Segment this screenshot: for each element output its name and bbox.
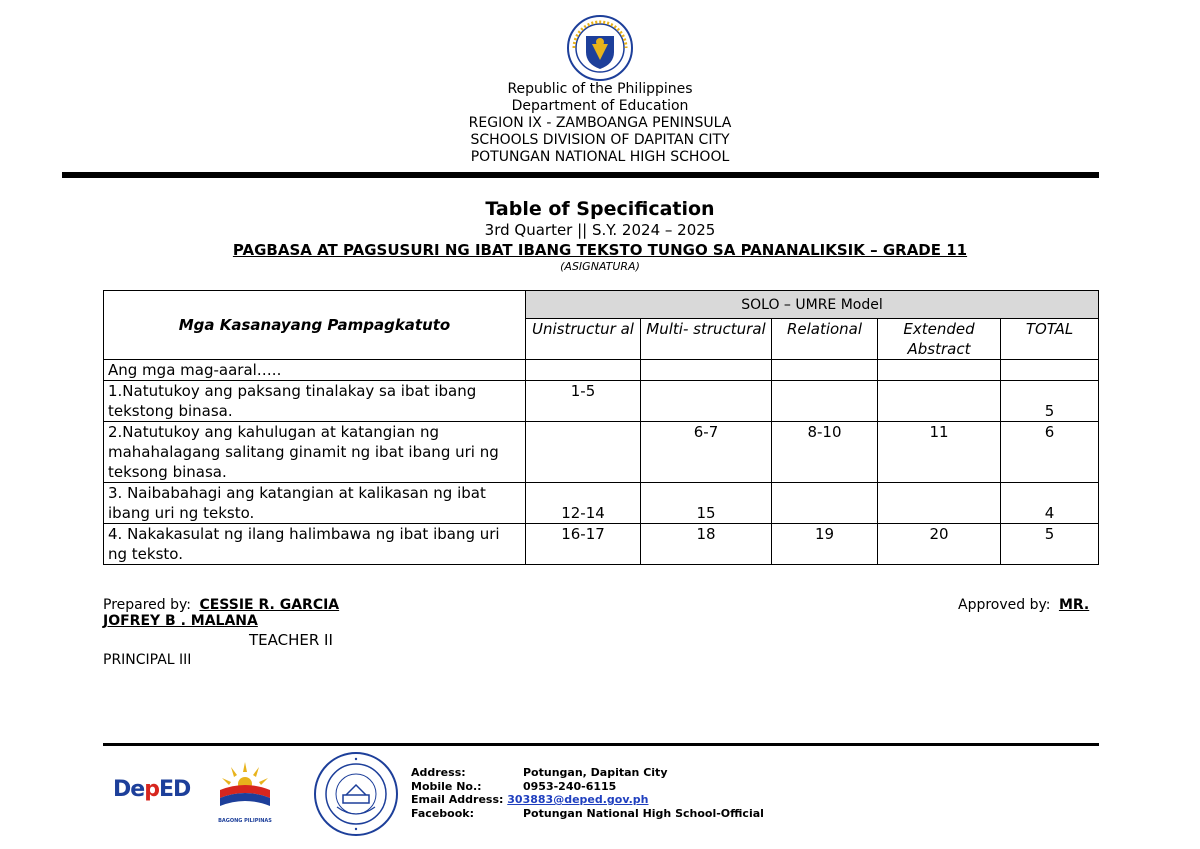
competency-header: Mga Kasanayang Pampagkatuto [104,291,526,360]
ext-cell [878,483,1001,524]
table-row [104,524,1099,565]
email-line [411,793,764,807]
ext-cell [878,381,1001,422]
uni-cell: 12-14 [526,483,641,524]
multi-cell: 15 [641,483,772,524]
uni-cell: 16-17 [526,524,641,565]
page-title: Table of Specification [485,198,715,220]
bagong-text: BAGONG PILIPINAS [218,818,272,824]
footer-contact [411,766,764,820]
approved-name: MR. [1058,597,1090,613]
principal-position: PRINCIPAL III [103,652,192,668]
header-division: SCHOOLS DIVISION OF DAPITAN CITY [470,132,730,148]
prepared-label: Prepared by: [103,597,191,613]
ext-cell: 20 [878,524,1001,565]
teacher-position: TEACHER II [249,631,333,649]
competency-cell: 2.Natutukoy ang kahulugan at katangian ng mahahalagang salitang ginamit ng ibat ibang uri ng teksong binasa. [104,422,526,483]
rel-cell: 19 [772,524,878,565]
multi-cell: 6-7 [641,422,772,483]
footer-divider [103,743,1099,746]
second-signatory-name: JOFREY B . MALANA [103,613,258,629]
facebook-label: Facebook: [411,806,474,820]
intro-row-text: Ang mga mag-aaral….. [104,360,526,381]
bagong-pilipinas-icon [210,758,280,822]
address-value: Potungan, Dapitan City [523,766,668,779]
col-relational: Relational [772,319,878,360]
competency-cell: 4. Nakakasulat ng ilang halimbawa ng ibat ibang uri ng teksto. [104,524,526,565]
competency-cell: 3. Naibabahagi ang katangian at kalikasan ng ibat ibang uri ng teksto. [104,483,526,524]
school-seal-icon [313,751,399,837]
email-link[interactable]: 303883@deped.gov.ph [507,793,649,806]
table-row [104,422,1099,483]
total-cell: 4 [1001,483,1099,524]
multi-cell: 18 [641,524,772,565]
col-total: TOTAL [1001,319,1099,360]
header-republic: Republic of the Philippines [507,81,693,97]
ext-cell: 11 [878,422,1001,483]
solo-model-header: SOLO – UMRE Model [526,291,1099,319]
uni-cell: 1-5 [526,381,641,422]
subject-title: PAGBASA AT PAGSUSURI NG IBAT IBANG TEKSTO TUNGO SA PANANALIKSIK – GRADE 11 [232,241,968,259]
col-multistructural: Multi- structural [641,319,772,360]
header-divider [62,172,1099,178]
rel-cell [772,483,878,524]
subject-note: (ASIGNATURA) [560,260,640,273]
approved-label: Approved by: [958,597,1051,613]
multi-cell [641,381,772,422]
facebook-value: Potungan National High School-Official [523,806,764,820]
header-department: Department of Education [511,98,689,114]
email-label: Email Address: [411,793,504,806]
prepared-name: CESSIE R. GARCIA [199,597,340,613]
mobile-line [411,780,764,794]
tos-table [103,290,1099,565]
col-unistructural: Unistructur al [526,319,641,360]
total-cell: 5 [1001,381,1099,422]
approved-by [958,597,1089,614]
header-region: REGION IX - ZAMBOANGA PENINSULA [468,115,732,131]
table-row [104,483,1099,524]
table-row [104,360,1099,381]
quarter-line: 3rd Quarter || S.Y. 2024 – 2025 [484,221,716,239]
address-line [411,766,764,780]
uni-cell [526,422,641,483]
mobile-label: Mobile No.: [411,779,482,793]
total-cell: 5 [1001,524,1099,565]
facebook-line [411,807,764,821]
total-cell: 6 [1001,422,1099,483]
table-row [104,381,1099,422]
deped-seal-icon [566,14,634,82]
mobile-value: 0953-240-6115 [523,779,617,793]
address-label: Address: [411,766,466,779]
deped-logo-icon: DepED [113,777,191,802]
header-school: POTUNGAN NATIONAL HIGH SCHOOL [470,149,730,165]
competency-cell: 1.Natutukoy ang paksang tinalakay sa ibat ibang tekstong binasa. [104,381,526,422]
rel-cell: 8-10 [772,422,878,483]
rel-cell [772,381,878,422]
col-extended-abstract: Extended Abstract [878,319,1001,360]
prepared-by [103,597,339,614]
